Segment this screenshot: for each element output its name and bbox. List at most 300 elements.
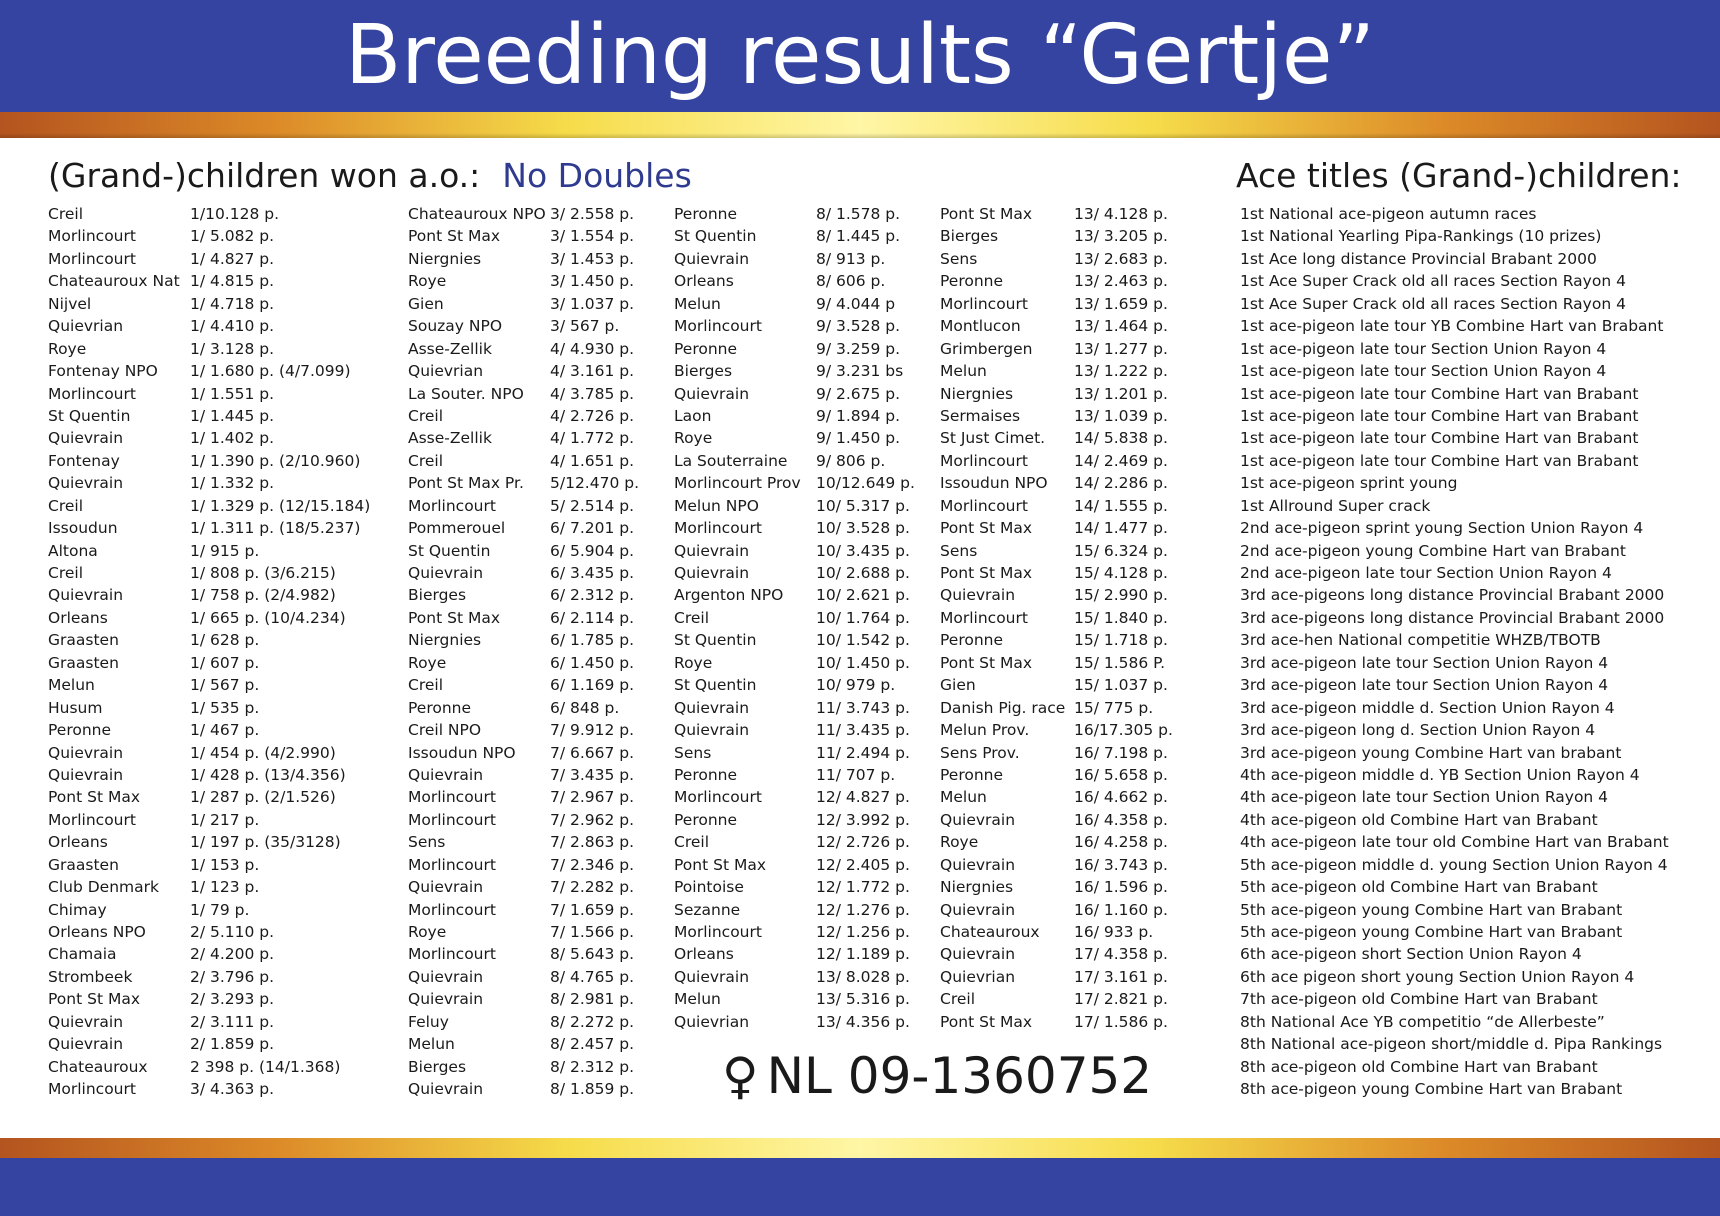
race-result: 8/ 2.272 p.: [550, 1012, 635, 1031]
race-result: 8/ 2.457 p.: [550, 1035, 635, 1054]
ace-title-item: 8th ace-pigeon young Combine Hart van Brabant: [1240, 1080, 1623, 1099]
race-result: 8/ 4.765 p.: [550, 967, 635, 986]
race-name: Quievrain: [408, 1080, 484, 1099]
race-result: 1/ 567 p.: [190, 676, 260, 695]
race-result: 12/ 1.276 p.: [816, 900, 910, 919]
race-name: Roye: [408, 272, 447, 291]
race-name: Quievrain: [674, 721, 750, 740]
race-name: Issoudun: [48, 519, 118, 538]
race-result: 1/ 287 p. (2/1.526): [190, 788, 336, 807]
race-result: 4/ 3.785 p.: [550, 384, 635, 403]
race-name: Quievrain: [408, 990, 484, 1009]
race-result: 10/ 1.542 p.: [816, 631, 910, 650]
race-name: Creil: [408, 676, 444, 695]
race-result: 17/ 2.821 p.: [1074, 990, 1168, 1009]
race-result: 6/ 5.904 p.: [550, 541, 635, 560]
race-name: La Souterraine: [674, 451, 788, 470]
race-result: 7/ 2.863 p.: [550, 833, 635, 852]
race-name: Quievrian: [408, 362, 484, 381]
race-name: Quievrain: [940, 810, 1016, 829]
race-result: 14/ 2.469 p.: [1074, 451, 1168, 470]
race-result: 12/ 1.256 p.: [816, 923, 910, 941]
race-result: 7/ 2.282 p.: [550, 878, 635, 897]
race-result: 13/ 1.659 p.: [1074, 294, 1168, 313]
race-result: 9/ 4.044 p: [816, 294, 896, 313]
race-name: Quievrain: [674, 384, 750, 403]
ace-title-item: 1st National Yearling Pipa-Rankings (10 prizes): [1240, 227, 1602, 246]
race-name: Orleans: [48, 833, 108, 852]
ace-title-item: 1st ace-pigeon late tour Combine Hart van Brabant: [1240, 384, 1639, 403]
race-name: Morlincourt: [48, 227, 136, 246]
race-result: 17/ 4.358 p.: [1074, 945, 1168, 964]
race-result: 1/ 1.311 p. (18/5.237): [190, 519, 361, 538]
race-name: St Quentin: [408, 541, 491, 560]
race-name: Bierges: [940, 227, 999, 246]
ace-title-item: 8th National ace-pigeon short/middle d. Pipa Rankings: [1240, 1035, 1663, 1054]
ace-title-item: 1st Ace long distance Provincial Brabant 2000: [1240, 249, 1597, 268]
race-name: Roye: [48, 339, 87, 358]
race-name: St Quentin: [674, 631, 757, 650]
race-result: 10/ 1.764 p.: [816, 608, 910, 627]
race-name: Morlincourt: [48, 249, 136, 268]
race-result: 6/ 1.785 p.: [550, 631, 635, 650]
race-name: Husum: [48, 698, 103, 717]
race-name: Morlincourt: [940, 496, 1028, 515]
race-name: Morlincourt: [48, 1080, 136, 1099]
race-name: Club Denmark: [48, 878, 159, 897]
race-result: 16/ 4.662 p.: [1074, 788, 1168, 807]
race-name: Melun: [674, 294, 721, 313]
race-result: 3/ 1.453 p.: [550, 249, 635, 268]
race-name: Peronne: [940, 272, 1004, 291]
ace-title-item: 4th ace-pigeon old Combine Hart van Brabant: [1240, 810, 1598, 829]
race-result: 14/ 5.838 p.: [1074, 429, 1168, 448]
race-name: Argenton NPO: [674, 586, 784, 605]
race-name: Quievrian: [940, 967, 1016, 986]
race-name: Morlincourt: [408, 810, 496, 829]
race-name: Quievrian: [674, 1012, 750, 1031]
ace-titles-list: [1240, 203, 1669, 1101]
ace-title-item: 1st ace-pigeon late tour Combine Hart van Brabant: [1240, 429, 1639, 448]
race-name: Quievrain: [674, 967, 750, 986]
race-name: Melun: [48, 676, 95, 695]
race-result: 13/ 3.205 p.: [1074, 227, 1168, 246]
race-result: 3/ 567 p.: [550, 317, 620, 336]
race-result: 1/ 467 p.: [190, 721, 260, 740]
race-name: Quievrian: [48, 317, 124, 336]
race-name: Morlincourt: [674, 317, 762, 336]
race-result: 1/ 1.332 p.: [190, 474, 275, 493]
race-result: 7/ 2.962 p.: [550, 810, 635, 829]
race-name: Creil: [674, 608, 710, 627]
race-result: 10/ 5.317 p.: [816, 496, 910, 515]
race-name: Danish Pig. race: [940, 698, 1066, 717]
race-result: 15/ 1.037 p.: [1074, 676, 1168, 695]
race-result: 13/ 1.277 p.: [1074, 339, 1168, 358]
race-name: Graasten: [48, 855, 119, 874]
race-name: Graasten: [48, 631, 119, 650]
ace-titles-heading: Ace titles (Grand-)children:: [1236, 156, 1682, 195]
race-result: 1/ 1.390 p. (2/10.960): [190, 451, 361, 470]
race-name: Issoudun NPO: [408, 743, 516, 762]
race-name: Peronne: [674, 810, 738, 829]
race-name: Asse-Zellik: [408, 429, 492, 448]
race-name: Niergnies: [940, 878, 1014, 897]
ace-title-item: 3rd ace-pigeon young Combine Hart van brabant: [1240, 743, 1622, 762]
race-result: 1/ 1.402 p.: [190, 429, 275, 448]
race-name: Feluy: [408, 1012, 449, 1031]
race-result: 4/ 3.161 p.: [550, 362, 635, 381]
race-result: 6/ 7.201 p.: [550, 519, 635, 538]
race-name: Pointoise: [674, 878, 744, 897]
race-result: 1/ 79 p.: [190, 900, 250, 919]
footer-band: [0, 1158, 1720, 1216]
race-result: 16/ 3.743 p.: [1074, 855, 1168, 874]
race-result: 1/ 4.718 p.: [190, 294, 275, 313]
race-result: 14/ 1.555 p.: [1074, 496, 1168, 515]
race-name: Pont St Max: [940, 205, 1032, 223]
race-result: 9/ 2.675 p.: [816, 384, 901, 403]
ace-title-item: 3rd ace-pigeon middle d. Section Union Rayon 4: [1240, 698, 1615, 717]
race-name: Creil: [408, 406, 444, 425]
race-result: 16/ 7.198 p.: [1074, 743, 1168, 762]
race-name: Creil: [48, 496, 84, 515]
race-name: Morlincourt: [940, 294, 1028, 313]
race-name: Peronne: [674, 765, 738, 784]
race-name: Creil: [48, 564, 84, 582]
race-result: 13/ 8.028 p.: [816, 967, 910, 986]
ace-title-item: 4th ace-pigeon late tour old Combine Hart van Brabant: [1240, 833, 1669, 852]
race-result: 7/ 2.346 p.: [550, 855, 635, 874]
ace-title-item: 1st ace-pigeon late tour Combine Hart van Brabant: [1240, 406, 1639, 425]
race-result: 8/ 913 p.: [816, 249, 886, 268]
race-name: Morlincourt: [408, 788, 496, 807]
race-result: 5/ 2.514 p.: [550, 496, 635, 515]
race-name: Fontenay: [48, 451, 120, 470]
race-result: 7/ 9.912 p.: [550, 721, 635, 740]
race-name: Quievrain: [674, 541, 750, 560]
ace-title-item: 5th ace-pigeon young Combine Hart van Brabant: [1240, 900, 1623, 919]
race-name: Peronne: [408, 698, 472, 717]
race-name: Quievrain: [674, 249, 750, 268]
race-result: 11/ 707 p.: [816, 765, 896, 784]
race-name: Quievrain: [940, 945, 1016, 964]
race-result: 2/ 3.111 p.: [190, 1012, 275, 1031]
race-name: Chimay: [48, 900, 107, 919]
race-result: 6/ 2.312 p.: [550, 586, 635, 605]
race-name: Roye: [940, 833, 979, 852]
race-name: Laon: [674, 406, 712, 425]
race-name: Morlincourt: [408, 855, 496, 874]
ace-title-item: 3rd ace-pigeon long d. Section Union Rayon 4: [1240, 721, 1596, 740]
race-name: Sens: [940, 249, 978, 268]
race-result: 15/ 775 p.: [1074, 698, 1154, 717]
ace-title-item: 2nd ace-pigeon late tour Section Union Rayon 4: [1240, 564, 1612, 582]
race-name: Issoudun NPO: [940, 474, 1048, 493]
race-result: 13/ 2.683 p.: [1074, 249, 1168, 268]
race-result: 16/ 1.160 p.: [1074, 900, 1168, 919]
race-result: 16/ 933 p.: [1074, 923, 1154, 941]
race-result: 5/12.470 p.: [550, 474, 640, 493]
race-name: Bierges: [408, 586, 467, 605]
race-name: St Just Cimet.: [940, 429, 1046, 448]
female-symbol-icon: ♀: [722, 1047, 759, 1105]
race-name: Graasten: [48, 653, 119, 672]
race-result: 3/ 1.450 p.: [550, 272, 635, 291]
ace-title-item: 4th ace-pigeon late tour Section Union Rayon 4: [1240, 788, 1609, 807]
race-result: 16/ 5.658 p.: [1074, 765, 1168, 784]
race-result: 6/ 1.169 p.: [550, 676, 635, 695]
race-result: 6/ 848 p.: [550, 698, 620, 717]
race-name: Gien: [940, 676, 976, 695]
race-result: 1/ 4.410 p.: [190, 317, 275, 336]
race-result: 1/ 4.827 p.: [190, 249, 275, 268]
race-result: 12/ 4.827 p.: [816, 788, 910, 807]
race-name: Morlincourt Prov: [674, 474, 801, 493]
race-name: Pont St Max Pr.: [408, 474, 524, 493]
race-result: 1/ 628 p.: [190, 631, 260, 650]
race-result: 10/ 2.621 p.: [816, 586, 910, 605]
ace-title-item: 5th ace-pigeon old Combine Hart van Brabant: [1240, 878, 1598, 897]
race-name: Peronne: [940, 765, 1004, 784]
race-result: 12/ 2.726 p.: [816, 833, 910, 852]
race-name: Pont St Max: [48, 990, 140, 1009]
race-name: St Quentin: [674, 676, 757, 695]
ace-title-item: 2nd ace-pigeon sprint young Section Union Rayon 4: [1240, 519, 1644, 538]
race-result: 3/ 2.558 p.: [550, 205, 635, 223]
race-name: Creil: [940, 990, 976, 1009]
race-name: Pont St Max: [48, 788, 140, 807]
race-result: 10/12.649 p.: [816, 474, 915, 493]
race-name: Sens: [674, 743, 712, 762]
race-name: Orleans NPO: [48, 923, 146, 941]
ace-title-item: 5th ace-pigeon young Combine Hart van Brabant: [1240, 923, 1623, 941]
race-name: Pont St Max: [408, 227, 500, 246]
race-name: Melun: [940, 788, 987, 807]
race-result: 12/ 3.992 p.: [816, 810, 910, 829]
race-result: 1/ 217 p.: [190, 810, 260, 829]
ace-title-item: 5th ace-pigeon middle d. young Section Union Rayon 4: [1240, 855, 1668, 874]
race-name: Sezanne: [674, 900, 741, 919]
race-name: Pont St Max: [940, 564, 1032, 582]
race-name: Melun NPO: [674, 496, 759, 515]
race-name: La Souter. NPO: [408, 384, 524, 403]
ace-title-item: 8th National Ace YB competitio “de Allerbeste”: [1240, 1012, 1605, 1031]
race-name: Quievrain: [408, 765, 484, 784]
race-result: 2/ 3.293 p.: [190, 990, 275, 1009]
race-result: 6/ 2.114 p.: [550, 608, 635, 627]
race-result: 11/ 3.743 p.: [816, 698, 910, 717]
ace-title-item: 3rd ace-pigeon late tour Section Union Rayon 4: [1240, 653, 1609, 672]
race-result: 8/ 2.312 p.: [550, 1057, 635, 1076]
race-result: 8/ 2.981 p.: [550, 990, 635, 1009]
race-result: 6/ 3.435 p.: [550, 564, 635, 582]
race-result: 15/ 2.990 p.: [1074, 586, 1168, 605]
ace-title-item: 3rd ace-pigeons long distance Provincial Brabant 2000: [1240, 586, 1665, 605]
race-name: Quievrain: [674, 698, 750, 717]
race-name: Pommerouel: [408, 519, 506, 538]
race-result: 13/ 1.039 p.: [1074, 406, 1168, 425]
race-name: Melun Prov.: [940, 721, 1030, 740]
race-name: Asse-Zellik: [408, 339, 492, 358]
race-name: Quievrain: [940, 900, 1016, 919]
race-name: St Quentin: [674, 227, 757, 246]
race-result: 13/ 2.463 p.: [1074, 272, 1168, 291]
race-result: 15/ 6.324 p.: [1074, 541, 1168, 560]
race-name: Quievrain: [48, 1012, 124, 1031]
race-name: Morlincourt: [674, 519, 762, 538]
page-title: Breeding results “Gertje”: [345, 8, 1375, 103]
race-result: 13/ 1.201 p.: [1074, 384, 1168, 403]
ring-number: [722, 1046, 1152, 1106]
race-name: Morlincourt: [940, 451, 1028, 470]
race-result: 9/ 3.231 bs: [816, 362, 904, 381]
race-result: 12/ 1.772 p.: [816, 878, 910, 897]
ace-title-item: 3rd ace-pigeon late tour Section Union Rayon 4: [1240, 676, 1609, 695]
race-name: Fontenay NPO: [48, 362, 158, 381]
race-name: Orleans: [674, 272, 734, 291]
race-name: Morlincourt: [408, 496, 496, 515]
race-name: Morlincourt: [408, 900, 496, 919]
race-name: Morlincourt: [674, 923, 762, 941]
race-name: Roye: [674, 653, 713, 672]
race-result: 1/ 1.329 p. (12/15.184): [190, 496, 371, 515]
ace-title-item: 3rd ace-hen National competitie WHZB/TBOTB: [1240, 631, 1601, 650]
race-result: 16/ 1.596 p.: [1074, 878, 1168, 897]
race-result: 3/ 1.037 p.: [550, 294, 635, 313]
race-result: 4/ 2.726 p.: [550, 406, 635, 425]
race-result: 13/ 4.128 p.: [1074, 205, 1168, 223]
no-doubles-label: No Doubles: [502, 156, 692, 195]
race-result: 9/ 3.259 p.: [816, 339, 901, 358]
race-name: Quievrain: [940, 855, 1016, 874]
race-name: Morlincourt: [48, 810, 136, 829]
race-result: 9/ 1.450 p.: [816, 429, 901, 448]
race-name: Creil: [48, 205, 84, 223]
race-name: Pont St Max: [940, 519, 1032, 538]
race-result: 8/ 5.643 p.: [550, 945, 635, 964]
race-name: Quievrain: [940, 586, 1016, 605]
ace-title-item: 8th ace-pigeon old Combine Hart van Brabant: [1240, 1057, 1598, 1076]
race-name: Montlucon: [940, 317, 1021, 336]
race-result: 1/ 808 p. (3/6.215): [190, 564, 336, 582]
race-result: 1/ 5.082 p.: [190, 227, 275, 246]
race-name: Roye: [408, 923, 447, 941]
race-result: 7/ 3.435 p.: [550, 765, 635, 784]
race-result: 6/ 1.450 p.: [550, 653, 635, 672]
race-result: 14/ 2.286 p.: [1074, 474, 1168, 493]
race-result: 2/ 1.859 p.: [190, 1035, 275, 1054]
race-result: 8/ 1.859 p.: [550, 1080, 635, 1099]
race-result: 1/ 454 p. (4/2.990): [190, 743, 336, 762]
ace-title-item: 6th ace-pigeon short Section Union Rayon 4: [1240, 945, 1582, 964]
race-result: 14/ 1.477 p.: [1074, 519, 1168, 538]
race-result: 1/ 1.551 p.: [190, 384, 275, 403]
race-name: Gien: [408, 294, 444, 313]
race-result: 13/ 5.316 p.: [816, 990, 910, 1009]
race-result: 11/ 2.494 p.: [816, 743, 910, 762]
race-name: Morlincourt: [674, 788, 762, 807]
race-result: 1/ 428 p. (13/4.356): [190, 765, 346, 784]
ace-title-item: 3rd ace-pigeons long distance Provincial Brabant 2000: [1240, 608, 1665, 627]
race-result: 1/ 665 p. (10/4.234): [190, 608, 346, 627]
race-name: Bierges: [408, 1057, 467, 1076]
race-name: Chamaia: [48, 945, 117, 964]
race-result: 9/ 3.528 p.: [816, 317, 901, 336]
race-name: Sens: [940, 541, 978, 560]
race-result: 4/ 1.772 p.: [550, 429, 635, 448]
race-name: Chateauroux: [48, 1057, 148, 1076]
race-result: 1/ 4.815 p.: [190, 272, 275, 291]
ace-title-item: 1st ace-pigeon late tour Section Union Rayon 4: [1240, 339, 1607, 358]
race-name: Roye: [674, 429, 713, 448]
ace-title-item: 1st National ace-pigeon autumn races: [1240, 205, 1537, 223]
ace-title-item: 4th ace-pigeon middle d. YB Section Union Rayon 4: [1240, 765, 1640, 784]
race-name: Pont St Max: [940, 1012, 1032, 1031]
race-result: 3/ 1.554 p.: [550, 227, 635, 246]
race-name: Orleans: [674, 945, 734, 964]
race-name: Strombeek: [48, 967, 133, 986]
race-result: 13/ 1.464 p.: [1074, 317, 1168, 336]
race-result: 1/ 607 p.: [190, 653, 260, 672]
race-result: 1/ 123 p.: [190, 878, 260, 897]
race-result: 1/ 153 p.: [190, 855, 260, 874]
race-name: Melun: [674, 990, 721, 1009]
race-result: 7/ 1.566 p.: [550, 923, 635, 941]
race-name: Bierges: [674, 362, 733, 381]
race-name: Peronne: [674, 205, 738, 223]
race-name: Quievrain: [408, 967, 484, 986]
race-name: Quievrain: [48, 743, 124, 762]
race-result: 15/ 1.718 p.: [1074, 631, 1168, 650]
race-name: Quievrain: [408, 878, 484, 897]
race-name: Pont St Max: [940, 653, 1032, 672]
ace-title-item: 1st ace-pigeon sprint young: [1240, 474, 1458, 493]
race-result: 16/ 4.358 p.: [1074, 810, 1168, 829]
race-name: Niergnies: [408, 631, 482, 650]
race-result: 1/ 535 p.: [190, 698, 260, 717]
race-result: 2/ 5.110 p.: [190, 923, 275, 941]
race-result: 13/ 4.356 p.: [816, 1012, 910, 1031]
race-name: Creil: [674, 833, 710, 852]
race-name: Peronne: [940, 631, 1004, 650]
race-name: Morlincourt: [408, 945, 496, 964]
race-result: 3/ 4.363 p.: [190, 1080, 275, 1099]
race-result: 15/ 1.840 p.: [1074, 608, 1168, 627]
race-name: St Quentin: [48, 406, 131, 425]
race-name: Quievrain: [674, 564, 750, 582]
ace-title-item: 1st Ace Super Crack old all races Section Rayon 4: [1240, 272, 1626, 291]
race-name: Chateauroux NPO: [408, 205, 546, 223]
race-result: 10/ 1.450 p.: [816, 653, 910, 672]
ring-number-text: NL 09-1360752: [766, 1047, 1153, 1105]
race-name: Sens Prov.: [940, 743, 1020, 762]
race-result: 12/ 2.405 p.: [816, 855, 910, 874]
race-result: 1/ 1.680 p. (4/7.099): [190, 362, 351, 381]
race-result: 8/ 1.445 p.: [816, 227, 901, 246]
race-result: 1/ 1.445 p.: [190, 406, 275, 425]
ace-title-item: 1st ace-pigeon late tour YB Combine Hart van Brabant: [1240, 317, 1664, 336]
race-result: 12/ 1.189 p.: [816, 945, 910, 964]
race-name: Peronne: [674, 339, 738, 358]
ace-title-item: 1st Allround Super crack: [1240, 496, 1431, 515]
ace-title-item: 1st Ace Super Crack old all races Section Rayon 4: [1240, 294, 1626, 313]
race-result: 7/ 1.659 p.: [550, 900, 635, 919]
race-name: Niergnies: [940, 384, 1014, 403]
race-result: 1/10.128 p.: [190, 205, 280, 223]
race-result: 17/ 1.586 p.: [1074, 1012, 1168, 1031]
race-result: 4/ 1.651 p.: [550, 451, 635, 470]
